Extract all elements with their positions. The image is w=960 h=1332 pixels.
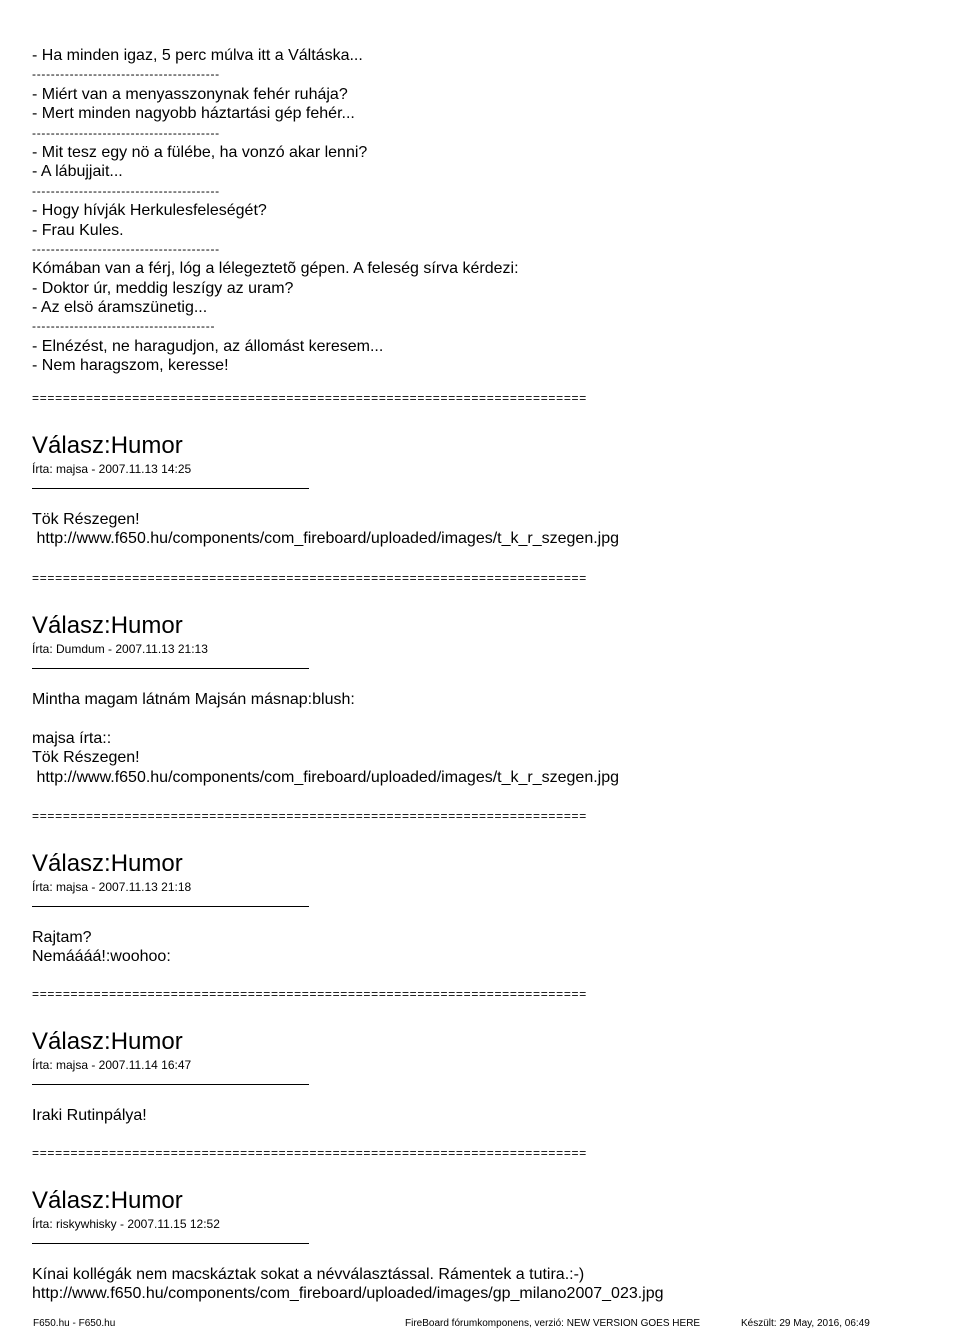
post-header-underline — [32, 1243, 309, 1244]
post-separator-rule: ======================================================================== — [32, 809, 587, 823]
post-title: Válasz:Humor — [32, 612, 183, 639]
post-separator-rule: ======================================================================== — [32, 391, 587, 405]
post-body-line: Rajtam? — [32, 929, 92, 946]
blank-line — [32, 709, 619, 728]
joke-line: - Az elsö áramszünetig... — [32, 299, 208, 317]
dash-separator: ---------------------------------------- — [32, 241, 220, 256]
joke-line: - Elnézést, ne haragudjon, az állomást keresem... — [32, 337, 384, 355]
post-body-line: Mintha magam látnám Majsán másnap:blush: — [32, 691, 355, 708]
dash-separator: ---------------------------------------- — [32, 183, 220, 198]
joke-line: - Ha minden igaz, 5 perc múlva itt a Váltáska... — [32, 47, 363, 64]
post-body-line: majsa írta:: — [32, 729, 112, 747]
post-link-text: http://www.f650.hu/components/com_fireboard/uploaded/images/gp_milano2007_023.jpg — [32, 1285, 664, 1303]
post-body-line: Tök Részegen! — [32, 749, 140, 767]
joke-line: - Mert minden nagyobb háztartási gép fehér... — [32, 105, 355, 123]
dash-separator: --------------------------------------- — [32, 319, 216, 334]
post-body-line: Tök Részegen! — [32, 511, 140, 528]
intro-text-block — [32, 46, 932, 376]
joke-line: - Mit tesz egy nö a fülébe, ha vonzó akar lenni? — [32, 143, 368, 161]
joke-line: - A lábujjait... — [32, 163, 123, 181]
joke-line: - Hogy hívják Herkulesfeleségét? — [32, 202, 267, 220]
post-body — [32, 510, 619, 549]
post-link-text: http://www.f650.hu/components/com_fireboard/uploaded/images/t_k_r_szegen.jpg — [32, 768, 620, 786]
footer-component-info: FireBoard fórumkomponens, verzió: NEW VERSION GOES HERE — [405, 1318, 701, 1329]
post-body — [32, 928, 171, 967]
post-title: Válasz:Humor — [32, 1187, 183, 1214]
post-body-line: Iraki Rutinpálya! — [32, 1107, 147, 1124]
post-author-date: Írta: majsa - 2007.11.13 21:18 — [32, 880, 192, 894]
post-header-underline — [32, 488, 309, 489]
post-body-line: Nemáááá!:woohoo: — [32, 948, 171, 966]
post-body — [32, 690, 619, 787]
post-author-date: Írta: majsa - 2007.11.13 14:25 — [32, 462, 192, 476]
post-header-underline — [32, 906, 309, 907]
post-author-date: Írta: Dumdum - 2007.11.13 21:13 — [32, 642, 208, 656]
dash-separator: ---------------------------------------- — [32, 67, 220, 82]
joke-line: - Nem haragszom, keresse! — [32, 357, 229, 375]
post-link-text: http://www.f650.hu/components/com_fireboard/uploaded/images/t_k_r_szegen.jpg — [32, 530, 620, 548]
post-title: Válasz:Humor — [32, 432, 183, 459]
post-separator-rule: ======================================================================== — [32, 571, 587, 585]
post-header-underline — [32, 668, 309, 669]
joke-line: - Frau Kules. — [32, 221, 124, 239]
post-separator-rule: ======================================================================== — [32, 1146, 587, 1160]
dash-separator: ---------------------------------------- — [32, 125, 220, 140]
post-separator-rule: ======================================================================== — [32, 987, 587, 1001]
post-body — [32, 1106, 147, 1125]
post-body-line: Kínai kollégák nem macskáztak sokat a névválasztással. Rámentek a tutira.:-) — [32, 1266, 585, 1283]
joke-line: Kómában van a férj, lóg a lélegeztetõ gépen. A feleség sírva kérdezi: — [32, 260, 519, 278]
post-body — [32, 1265, 664, 1304]
joke-line: - Doktor úr, meddig leszígy az uram? — [32, 279, 294, 297]
post-author-date: Írta: riskywhisky - 2007.11.15 12:52 — [32, 1217, 220, 1231]
footer-site-name: F650.hu - F650.hu — [33, 1318, 116, 1329]
footer-generated-date: Készült: 29 May, 2016, 06:49 — [741, 1318, 870, 1329]
post-title: Válasz:Humor — [32, 850, 183, 877]
post-title: Válasz:Humor — [32, 1028, 183, 1055]
joke-line: - Miért van a menyasszonynak fehér ruhája? — [32, 85, 348, 103]
post-header-underline — [32, 1084, 309, 1085]
post-author-date: Írta: majsa - 2007.11.14 16:47 — [32, 1058, 192, 1072]
